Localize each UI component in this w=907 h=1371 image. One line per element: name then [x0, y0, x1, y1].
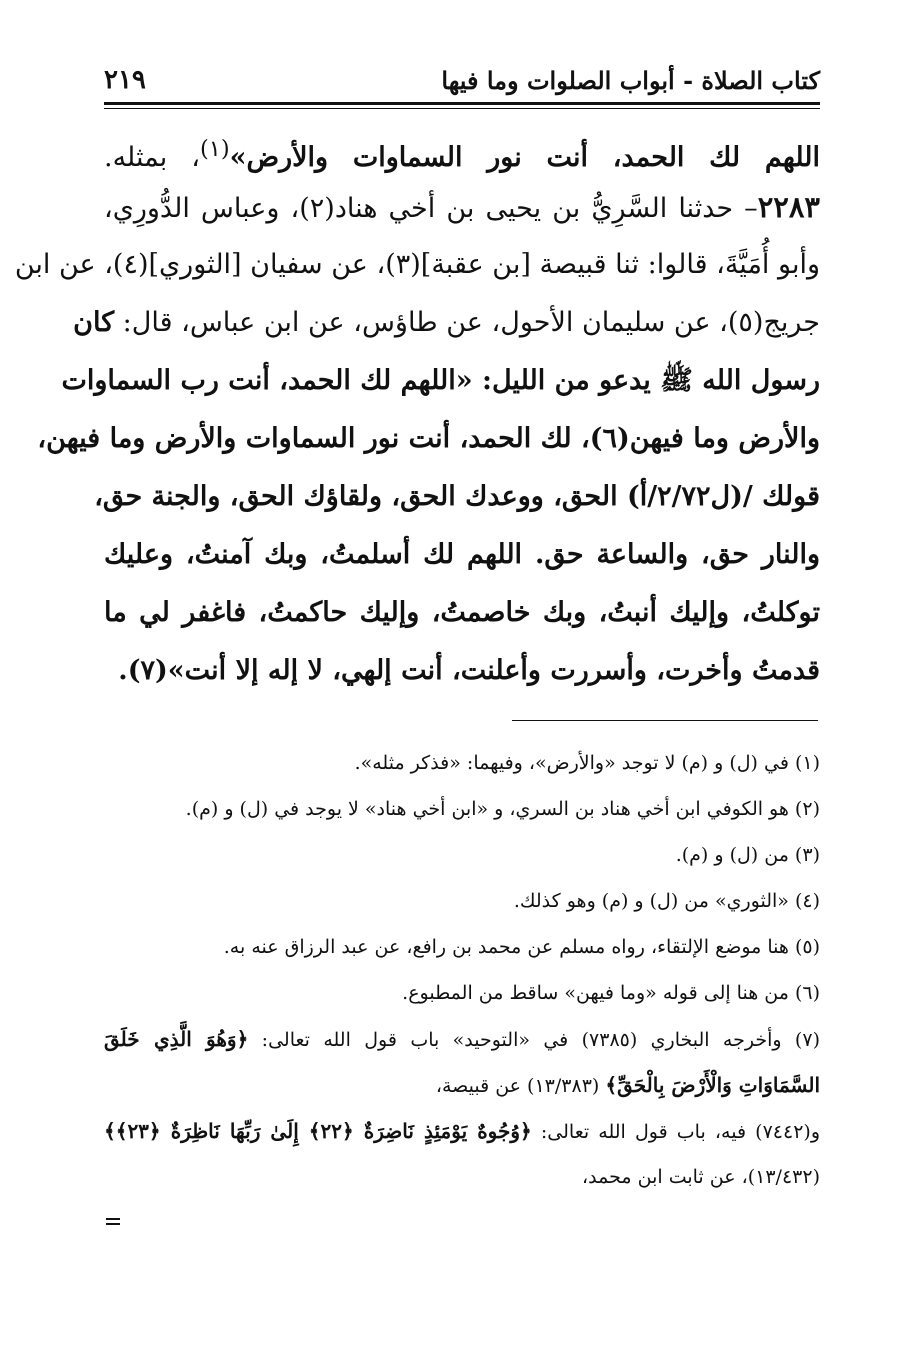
- footnotes: [104, 740, 820, 1200]
- page-number: ٢١٩: [104, 65, 146, 95]
- footnote-4: (٤) «الثوري» من (ل) و (م) وهو كذلك.: [513, 890, 820, 912]
- hadith-number: ٢٢٨٣: [757, 190, 820, 224]
- footnote-7-cont: [104, 1062, 820, 1108]
- footnote-2: (٢) هو الكوفي ابن أخي هناد بن السري، و «ابن أخي هناد» لا يوجد في (ل) و (م).: [185, 798, 820, 820]
- footnote-3: (٣) من (ل) و (م).: [675, 844, 820, 866]
- footnote-1: (١) في (ل) و (م) لا توجد «والأرض»، وفيهما: «فذكر مثله».: [354, 752, 820, 774]
- matn-line: رسول الله ﷺ يدعو من الليل: «اللهم لك الحمد، أنت رب السماوات: [61, 365, 820, 396]
- matn-start: كان: [73, 307, 115, 338]
- text-line: [73, 294, 820, 352]
- isnad-text: جريج(٥)، عن سليمان الأحول، عن طاؤس، عن ابن عباس، قال:: [114, 307, 820, 338]
- hadith-start-line: [104, 178, 820, 236]
- matn-line: قولك /(ل٢/٧٢/أ) الحق، ووعدك الحق، ولقاؤك الحق، والجنة حق،: [94, 481, 820, 512]
- footnote-7-cont: [104, 1108, 820, 1154]
- main-text: [14, 120, 820, 700]
- footnote-7: [104, 1016, 820, 1062]
- text-line: وأبو أُمَيَّةَ، قالوا: ثنا قبيصة [بن عقبة](٣)، عن سفيان [الثوري](٤)، عن ابن: [14, 249, 820, 280]
- matn-line: توكلتُ، وإليك أنبتُ، وبك خاصمتُ، وإليك حاكمتُ، فاغفر لي ما: [104, 597, 820, 628]
- footnote-7-text: و(٧٤٤٢) فيه، باب قول الله تعالى:: [531, 1121, 820, 1143]
- running-title: كتاب الصلاة - أبواب الصلوات وما فيها: [441, 65, 820, 95]
- text-line: [104, 120, 820, 178]
- header-rule: [104, 102, 820, 105]
- footnote-7-text: (١٣/٣٨٣) عن قبيصة،: [435, 1075, 606, 1097]
- text-tail: ، بمثله.: [104, 142, 200, 173]
- matn-line: والنار حق، والساعة حق. اللهم لك أسلمتُ، وبك آمنتُ، وعليك: [104, 539, 820, 570]
- matn-line: والأرض وما فيهن(٦)، لك الحمد، أنت نور السماوات والأرض وما فيهن،: [37, 423, 820, 454]
- matn-line: قدمتُ وأخرت، وأسررت وأعلنت، أنت إلهي، لا إله إلا أنت»(٧).: [118, 655, 820, 686]
- page-header: [104, 60, 820, 100]
- footnote-6: (٦) من هنا إلى قوله «وما فيهن» ساقط من المطبوع.: [402, 982, 820, 1004]
- continuation-mark: [106, 1218, 120, 1228]
- footnote-5: (٥) هنا موضع الإلتقاء، رواه مسلم عن محمد بن رافع، عن عبد الرزاق عنه به.: [223, 936, 820, 958]
- quran-quote: ﴿وَهُوَ الَّذِي خَلَقَ: [104, 1027, 249, 1051]
- isnad-text: – حدثنا السَّرِيُّ بن يحيى بن أخي هناد(٢)، وعباس الدُّورِي،: [104, 193, 758, 224]
- footnote-separator: [512, 720, 818, 721]
- quran-quote: ﴿وُجُوهٌ يَوْمَئِذٍ نَاضِرَةٌ ﴿٢٢﴾ إِلَىٰ رَبِّهَا نَاظِرَةٌ ﴿٢٣﴾﴾: [104, 1119, 532, 1143]
- footnote-7-text: (٧) وأخرجه البخاري (٧٣٨٥) في «التوحيد» باب قول الله تعالى:: [248, 1029, 820, 1051]
- footnote-7-cont: (١٣/٤٣٢)، عن ثابت ابن محمد،: [582, 1166, 820, 1188]
- continuation-mark-bar: [106, 1223, 120, 1225]
- footnote-ref: (١): [199, 136, 230, 162]
- text-bold: اللهم لك الحمد، أنت نور السماوات والأرض»: [229, 142, 820, 173]
- quran-quote: السَّمَاوَاتِ وَالْأَرْضَ بِالْحَقِّ﴾: [605, 1073, 820, 1097]
- header-rule-thin: [104, 108, 820, 109]
- continuation-mark-bar: [106, 1218, 120, 1220]
